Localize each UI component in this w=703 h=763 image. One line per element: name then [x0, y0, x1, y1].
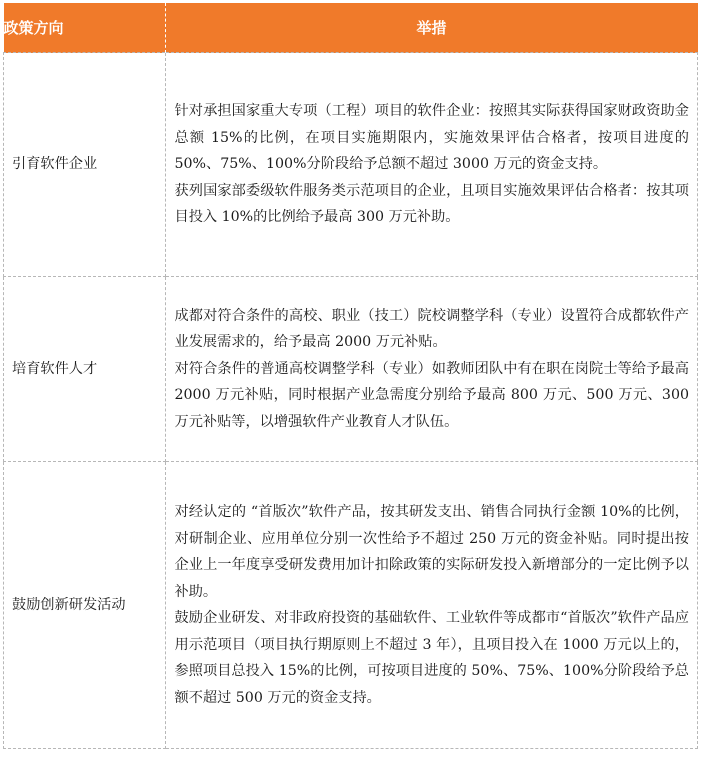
table-header: [4, 3, 698, 53]
measure-paragraph: 鼓励企业研发、对非政府投资的基础软件、工业软件等成都市“首版次”软件产品应用示范项目（项目执行期原则上不超过 3 年），且项目投入在 1000 万元以上的，参照项目总投入 15%的比例，可按项目进度的 50%、75%、100%分阶段给予总额不超过 500 万元的资金支持。: [174, 610, 689, 706]
measure-paragraph: 对经认定的 “首版次”软件产品，按其研发支出、销售合同执行金额 10%的比例，对研制企业、应用单位分别一次性给予不超过 250 万元的资金补贴。同时提出按企业上一年度享受研发费用加计扣除政策的实际研发投入新增部分的一定比例予以补助。: [174, 504, 689, 600]
direction-cell: 鼓励创新研发活动: [4, 462, 166, 749]
measure-paragraph: 成都对符合条件的高校、职业（技工）院校调整学科（专业）设置符合成都软件产业发展需求的，给予最高 2000 万元补贴。: [174, 307, 689, 351]
measures-cell: [165, 53, 698, 277]
table-body: [4, 53, 698, 749]
header-row: [4, 3, 698, 53]
measure-paragraph: 针对承担国家重大专项（工程）项目的软件企业：按照其实际获得国家财政资助金总额 15%的比例，在项目实施期限内，实施效果评估合格者，按项目进度的 50%、75%、100%分阶段给予总额不超过 3000 万元的资金支持。: [174, 103, 689, 173]
table-row: [4, 277, 698, 462]
header-policy-direction: 政策方向: [4, 3, 166, 53]
measures-cell: [165, 277, 698, 462]
measure-paragraph: 对符合条件的普通高校调整学科（专业）如教师团队中有在职在岗院士等给予最高 2000 万元补贴，同时根据产业急需度分别给予最高 800 万元、500 万元、300 万元补贴等，以增强软件产业教育人才队伍。: [174, 360, 689, 430]
direction-cell: 引育软件企业: [4, 53, 166, 277]
header-measures: 举措: [165, 3, 698, 53]
table-row: [4, 53, 698, 277]
policy-table: [3, 3, 698, 749]
measure-paragraph: 获列国家部委级软件服务类示范项目的企业，且项目实施效果评估合格者：按其项目投入 10%的比例给予最高 300 万元补助。: [174, 182, 689, 226]
table-row: [4, 462, 698, 749]
direction-cell: 培育软件人才: [4, 277, 166, 462]
measures-cell: [165, 462, 698, 749]
